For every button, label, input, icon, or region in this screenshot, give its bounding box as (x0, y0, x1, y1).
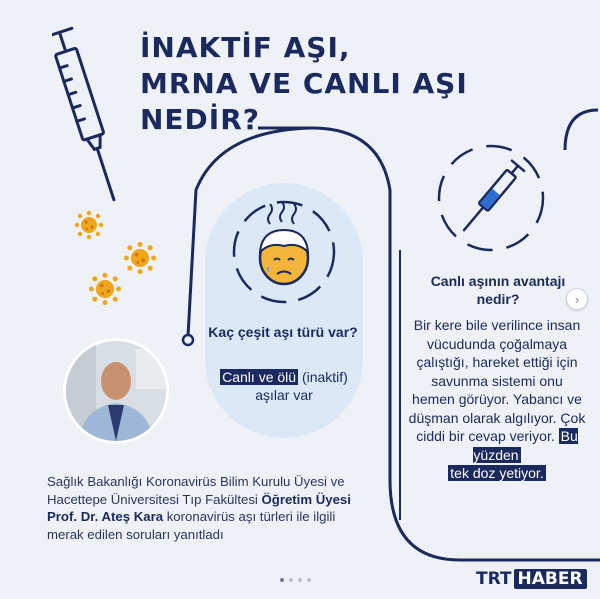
panel2-question: Canlı aşının avantajı nedir? (430, 273, 566, 307)
panel1-answer-rest1: (inaktif) (298, 369, 348, 385)
carousel-next-button[interactable] (566, 288, 588, 310)
caption-part2: koronavirüs aşı türleri ile ilgili merak edilen soruları yanıtladı (47, 509, 336, 542)
sick-face-icon (222, 196, 346, 308)
logo-brand: TRT (476, 569, 512, 589)
small-syringe-icon (428, 140, 554, 256)
panel1-question: Kaç çeşit aşı türü var? (208, 324, 358, 340)
chevron-right-icon: › (574, 291, 580, 307)
panel2-answer-highlight-a: Bu yüzden (473, 428, 578, 463)
panel1-answer-rest2: aşılar var (255, 387, 313, 403)
panel1-answer (196, 368, 372, 404)
panel2-answer-text: Bir kere bile verilince insan vücudunda çoğalmaya çalıştığı, hareket ettiği için savunma sistemi onu hemen görüyor. Yabancı ve düşman olarak algılıyor. Çok ciddi bir cevap veriyor. (408, 317, 586, 444)
carousel-dots (280, 578, 311, 582)
title-line-3: NEDİR? (140, 103, 261, 136)
title-line-1: İNAKTİF AŞI, (140, 31, 351, 64)
virus-icon (123, 241, 157, 275)
carousel-dot[interactable] (307, 578, 311, 582)
virus-icon (88, 272, 122, 306)
carousel-dot[interactable] (280, 578, 284, 582)
trt-haber-logo (476, 569, 587, 589)
caption-text (47, 473, 367, 543)
logo-suffix: HABER (514, 569, 587, 589)
title-line-2: MRNA VE CANLI AŞI (140, 67, 468, 100)
caption-part1: Sağlık Bakanlığı Koronavirüs Bilim Kurulu Üyesi ve Hacettepe Üniversitesi Tıp Fakültesi (47, 474, 345, 507)
panel1-answer-highlight: Canlı ve ölü (222, 369, 297, 385)
carousel-dot[interactable] (298, 578, 302, 582)
syringe-icon (52, 22, 122, 212)
virus-icon (74, 210, 104, 240)
caption-bold: Öğretim Üyesi Prof. Dr. Ateş Kara (47, 491, 351, 524)
page-title (140, 30, 520, 138)
carousel-dot[interactable] (289, 578, 293, 582)
panel2-answer (408, 316, 586, 483)
panel2-answer-highlight-b: tek doz yetiyor. (450, 465, 544, 481)
portrait-photo (63, 338, 169, 444)
